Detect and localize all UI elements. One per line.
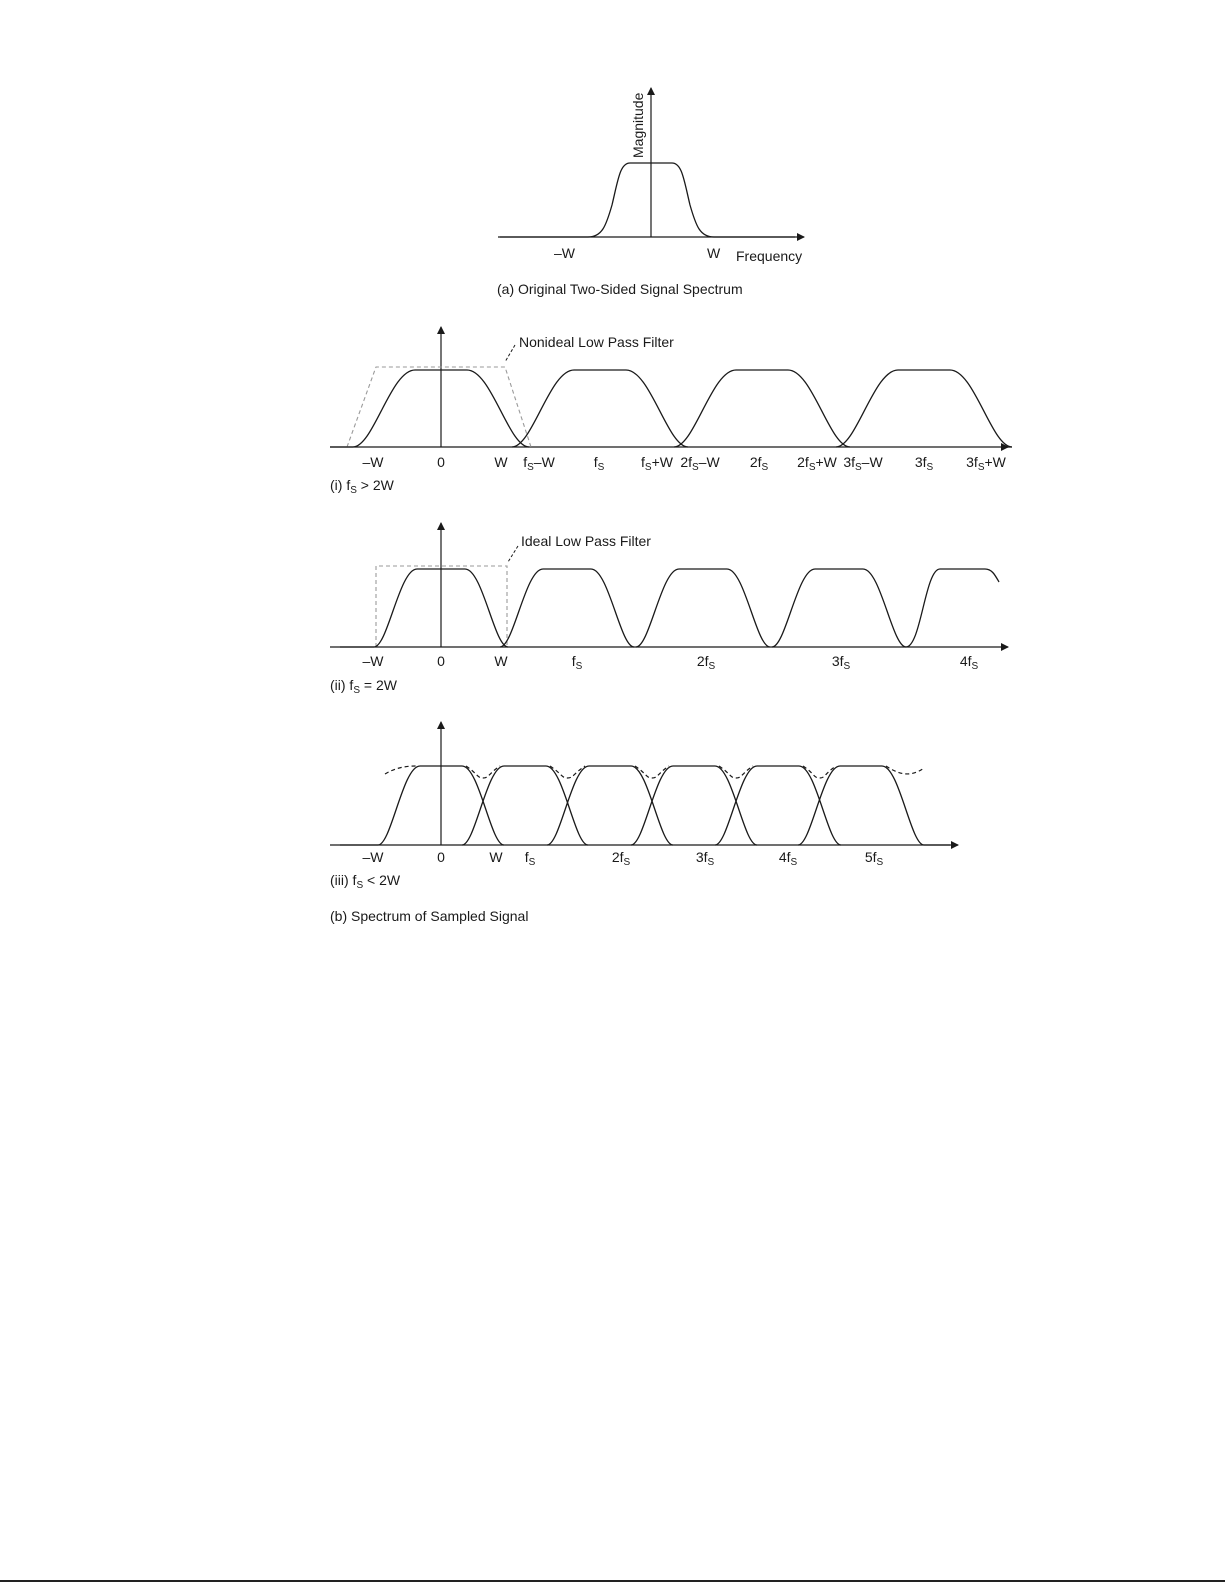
panel-a-caption: (a) Original Two-Sided Signal Spectrum bbox=[497, 281, 743, 297]
panel-a-tick-neg-w: –W bbox=[554, 245, 575, 261]
panel-iii-replica-5 bbox=[798, 766, 924, 845]
panel-i-tick-8: $2f_S+W$ bbox=[797, 454, 837, 473]
panel-iii-caption: (iii) $f_S < 2W$ bbox=[330, 872, 401, 891]
panel-ii-tick-4: $2f_S$ bbox=[696, 653, 716, 672]
panel-ii-filter-label: Ideal Low Pass Filter bbox=[521, 533, 651, 549]
panel-ii-nyquist-rate bbox=[330, 523, 1008, 696]
panel-i-tick-5: $f_S+W$ bbox=[641, 454, 673, 473]
panel-iii-tick-5: $3f_S$ bbox=[695, 849, 715, 868]
panel-i-tick-labels bbox=[363, 454, 1007, 473]
panel-iii-tick-labels bbox=[363, 849, 884, 868]
panel-i-tick-11: $3f_S+W$ bbox=[966, 454, 1006, 473]
panel-ii-filter-leader bbox=[508, 546, 518, 562]
panel-iii-tick-0: –W bbox=[362, 849, 384, 865]
panel-ii-tick-2: W bbox=[494, 653, 508, 669]
panel-i-tick-9: $3f_S-W$ bbox=[843, 454, 883, 473]
panel-ii-tick-5: $3f_S$ bbox=[831, 653, 851, 672]
panel-i-nonideal-filter-outline bbox=[347, 367, 531, 447]
panel-ii-tick-0: –W bbox=[362, 653, 384, 669]
panel-i-replica-2 bbox=[674, 370, 850, 447]
panel-i-replica-1 bbox=[512, 370, 688, 447]
panel-a-x-axis-label: Frequency bbox=[736, 248, 803, 264]
panel-i-replica-3 bbox=[836, 370, 1012, 447]
panel-i-tick-4: $f_S$ bbox=[593, 454, 605, 473]
panel-a-y-axis-label: Magnitude bbox=[630, 92, 646, 158]
panel-i-filter-leader bbox=[505, 345, 515, 362]
panel-ii-tick-3: $f_S$ bbox=[571, 653, 583, 672]
panel-i-tick-7: $2f_S$ bbox=[749, 454, 769, 473]
panel-i-caption: (i) $f_S > 2W$ bbox=[330, 477, 394, 496]
page-bottom-rule bbox=[0, 1580, 1225, 1582]
panel-ii-caption: (ii) $f_S = 2W$ bbox=[330, 677, 397, 696]
panel-ii-tick-labels bbox=[363, 653, 979, 672]
panel-i-tick-2: W bbox=[494, 454, 508, 470]
panel-a-tick-w: W bbox=[707, 245, 721, 261]
panel-a-spectrum-curve bbox=[500, 163, 795, 237]
panel-ii-spectral-replicas bbox=[340, 569, 999, 647]
panel-iii-tick-7: $5f_S$ bbox=[864, 849, 884, 868]
panel-iii-tick-3: $f_S$ bbox=[524, 849, 536, 868]
panel-iii-overlapping-replicas bbox=[340, 766, 950, 845]
panel-ii-tick-1: 0 bbox=[437, 653, 445, 669]
panel-ii-tick-6: $4f_S$ bbox=[959, 653, 979, 672]
panel-ii-replica-2 bbox=[636, 569, 770, 647]
panel-ii-replica-1 bbox=[500, 569, 634, 647]
panel-a bbox=[497, 88, 804, 297]
panel-i-tick-6: $2f_S-W$ bbox=[680, 454, 720, 473]
panel-iii-undersampled bbox=[330, 722, 958, 891]
panel-i-tick-1: 0 bbox=[437, 454, 445, 470]
panel-iii-tick-4: $2f_S$ bbox=[611, 849, 631, 868]
panel-ii-replica-3 bbox=[772, 569, 906, 647]
panel-i-spectral-replicas bbox=[330, 370, 1012, 447]
panel-b-caption: (b) Spectrum of Sampled Signal bbox=[330, 908, 529, 924]
panel-ii-replica-partial bbox=[906, 569, 999, 647]
panel-i-tick-10: $3f_S$ bbox=[914, 454, 934, 473]
panel-i-oversampled bbox=[330, 327, 1012, 496]
panel-i-tick-3: $f_S-W$ bbox=[523, 454, 555, 473]
panel-iii-tick-1: 0 bbox=[437, 849, 445, 865]
panel-i-filter-label: Nonideal Low Pass Filter bbox=[519, 334, 674, 350]
panel-iii-tick-2: W bbox=[489, 849, 503, 865]
panel-i-tick-0: –W bbox=[362, 454, 384, 470]
panel-iii-tick-6: $4f_S$ bbox=[778, 849, 798, 868]
